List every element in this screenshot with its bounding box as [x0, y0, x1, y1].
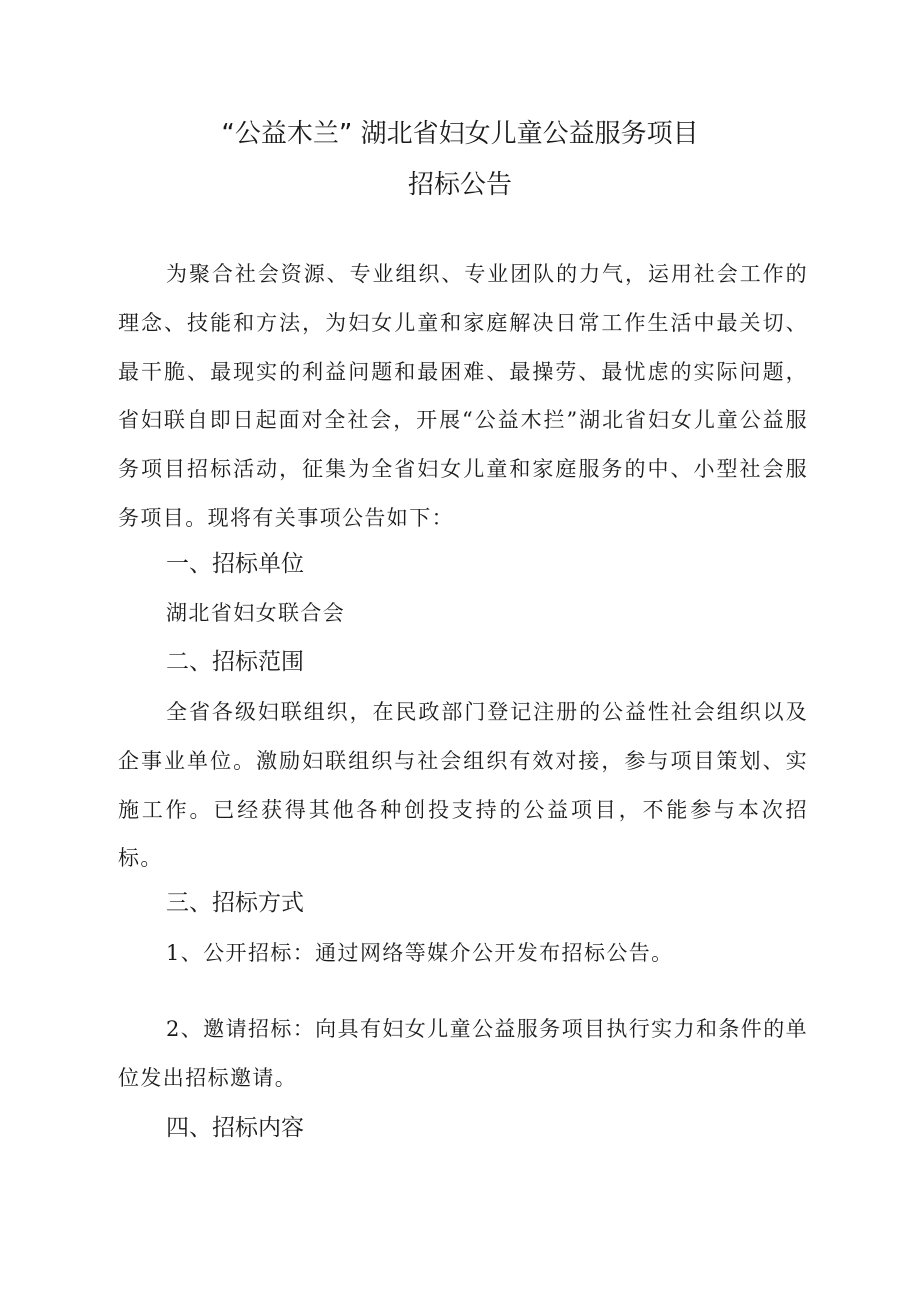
- method-item-open: 1、公开招标：通过网络等媒介公开发布招标公告。: [166, 941, 674, 965]
- section-heading-bidding-unit: 一、招标单位: [166, 551, 304, 577]
- method-item-invited: 2、邀请招标：向具有妇女儿童公益服务项目执行实力和条件的单位发出招标邀请。: [118, 1017, 808, 1090]
- bidding-scope-paragraph: 全省各级妇联组织，在民政部门登记注册的公益性社会组织以及企事业单位。激励妇联组织与社会组织有效对接，参与项目策划、实施工作。已经获得其他各种创投支持的公益项目，不能参与本次招标。: [118, 700, 808, 871]
- section-heading-bidding-content: 四、招标内容: [166, 1115, 304, 1141]
- section-heading-bidding-method: 三、招标方式: [166, 890, 304, 916]
- intro-paragraph: 为聚合社会资源、专业组织、专业团队的力气，运用社会工作的理念、技能和方法，为妇女儿童和家庭解决日常工作生活中最关切、最干脆、最现实的利益问题和最困难、最操劳、最忧虑的实际问题，省妇联自即日起面对全社会，开展“公益木拦”湖北省妇女儿童公益服务项目招标活动，征集为全省妇女儿童和家庭服务的中、小型社会服务项目。现将有关事项公告如下：: [118, 262, 808, 530]
- document-subtitle: 招标公告: [407, 170, 512, 200]
- section-heading-bidding-scope: 二、招标范围: [166, 649, 304, 675]
- bidding-unit-text: 湖北省妇女联合会: [166, 601, 346, 625]
- document-title: “公益木兰” 湖北省妇女儿童公益服务项目: [221, 119, 699, 149]
